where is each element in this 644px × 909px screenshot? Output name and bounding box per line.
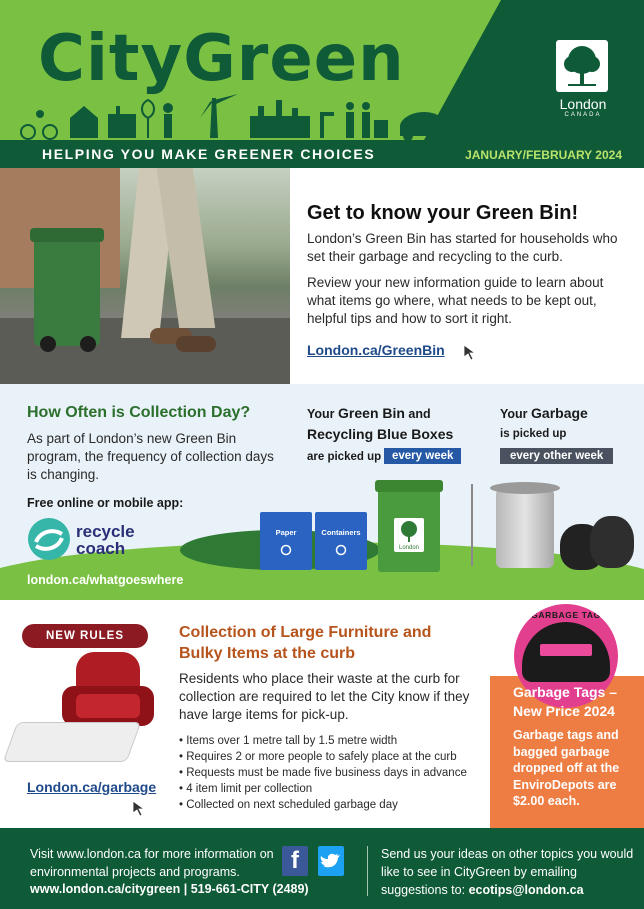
- issue-date: JANUARY/FEBRUARY 2024: [465, 148, 622, 162]
- bulky-items-heading: Collection of Large Furniture and Bulky Items at the curb: [179, 624, 432, 662]
- bulky-rules-list: [179, 733, 479, 813]
- footer-visit-text: Visit www.london.ca for more information on environmental projects and programs.: [30, 847, 274, 879]
- label-green-bin: Green Bin: [338, 405, 405, 421]
- collection-heading: How Often is Collection Day?: [27, 404, 251, 421]
- facebook-icon[interactable]: f: [282, 846, 308, 876]
- greenbin-link[interactable]: London.ca/GreenBin: [307, 342, 445, 358]
- list-item: • Items over 1 metre tall by 1.5 metre width: [179, 735, 398, 747]
- label-blue-boxes: Recycling Blue Boxes: [307, 426, 454, 442]
- label-your: Your: [307, 407, 335, 421]
- tree-icon: [556, 40, 608, 92]
- bulky-items-body: Residents who place their waste at the curb for collection are required to let the City know if they have large items for pick-up.: [179, 671, 470, 722]
- green-bin-photo: [0, 168, 290, 384]
- label-garbage: Garbage: [531, 405, 588, 421]
- recycle-coach-name-2[interactable]: coach: [76, 539, 126, 558]
- footer-contact[interactable]: www.london.ca/citygreen | 519-661-CITY (2489): [30, 882, 309, 896]
- footer-ideas-text: [381, 845, 636, 899]
- column-divider: [471, 484, 473, 566]
- green-bin-schedule-label: [307, 405, 431, 421]
- label-your: Your: [500, 407, 528, 421]
- blue-box-label: Containers: [321, 528, 361, 537]
- garbage-tags-heading: Garbage Tags – New Price 2024: [513, 684, 618, 719]
- shoe: [176, 336, 216, 352]
- green-living-silhouettes-icon: [20, 92, 460, 140]
- city-of-london-logo: [548, 40, 618, 118]
- every-week-badge: every week: [384, 448, 461, 464]
- recycle-icon: [280, 544, 292, 556]
- tag-label: [540, 644, 592, 656]
- logo-city-name: London: [559, 96, 607, 112]
- recycle-icon: [335, 544, 347, 556]
- tagline: HELPING YOU MAKE GREENER CHOICES: [42, 146, 376, 162]
- blue-box-label: Paper: [275, 528, 297, 537]
- blue-box-paper: [260, 512, 312, 570]
- whatgoeswhere-link[interactable]: london.ca/whatgoeswhere: [27, 573, 184, 587]
- garbage-tags-body: Garbage tags and bagged garbage dropped off at the EnviroDepots are $2.00 each.: [513, 728, 620, 808]
- list-item: • Requires 2 or more people to safely place at the curb: [179, 751, 457, 763]
- wheel: [80, 336, 96, 352]
- wheel: [40, 336, 56, 352]
- green-bin-illustration: [378, 486, 440, 572]
- label-picked-up: is picked up: [500, 428, 567, 440]
- collection-body: As part of London’s new Green Bin program, the frequency of collection days is changing.: [27, 431, 274, 482]
- garbage-can: [496, 490, 554, 568]
- stamp-text: GARBAGE TAG: [531, 610, 601, 620]
- list-item: • Collected on next scheduled garbage day: [179, 799, 398, 811]
- bin-logo-text: London: [398, 545, 420, 551]
- green-bin-heading: Get to know your Green Bin!: [307, 202, 579, 224]
- mattress-illustration: [3, 722, 142, 762]
- green-bin-cart: [34, 236, 100, 346]
- twitter-icon[interactable]: [318, 846, 344, 876]
- garbage-schedule-label: [500, 405, 588, 421]
- list-item: • Requests must be made five business days in advance: [179, 767, 467, 779]
- garbage-link[interactable]: London.ca/garbage: [27, 779, 157, 795]
- recycle-coach-icon: [28, 518, 70, 560]
- ideas-text: Send us your ideas on other topics you would like to see in CityGreen by emailing suggestions to:: [381, 847, 634, 897]
- cursor-arrow-icon: [132, 800, 146, 816]
- list-item: • 4 item limit per collection: [179, 783, 313, 795]
- new-rules-badge: NEW RULES: [22, 624, 148, 648]
- newsletter-title: CityGreen: [38, 22, 405, 96]
- logo-country: CANADA: [564, 112, 602, 118]
- app-label: Free online or mobile app:: [27, 496, 184, 510]
- blue-box-containers: [315, 512, 367, 570]
- email-link[interactable]: ecotips@london.ca: [468, 883, 584, 897]
- london-logo-icon: [394, 518, 424, 552]
- label-picked-up: are picked up: [307, 451, 382, 463]
- footer-divider: [367, 846, 368, 896]
- every-other-week-badge: every other week: [500, 448, 613, 464]
- cursor-arrow-icon: [463, 344, 477, 360]
- green-bin-guide-text: Review your new information guide to learn about what items go where, what needs to be kept out, helpful tips and how to sort it right.: [307, 275, 604, 326]
- recycle-coach-name[interactable]: recycle: [76, 522, 135, 541]
- label-and: and: [408, 407, 431, 421]
- green-bin-intro: London’s Green Bin has started for households who set their garbage and recycling to the curb.: [307, 231, 618, 264]
- garbage-bag: [590, 516, 634, 568]
